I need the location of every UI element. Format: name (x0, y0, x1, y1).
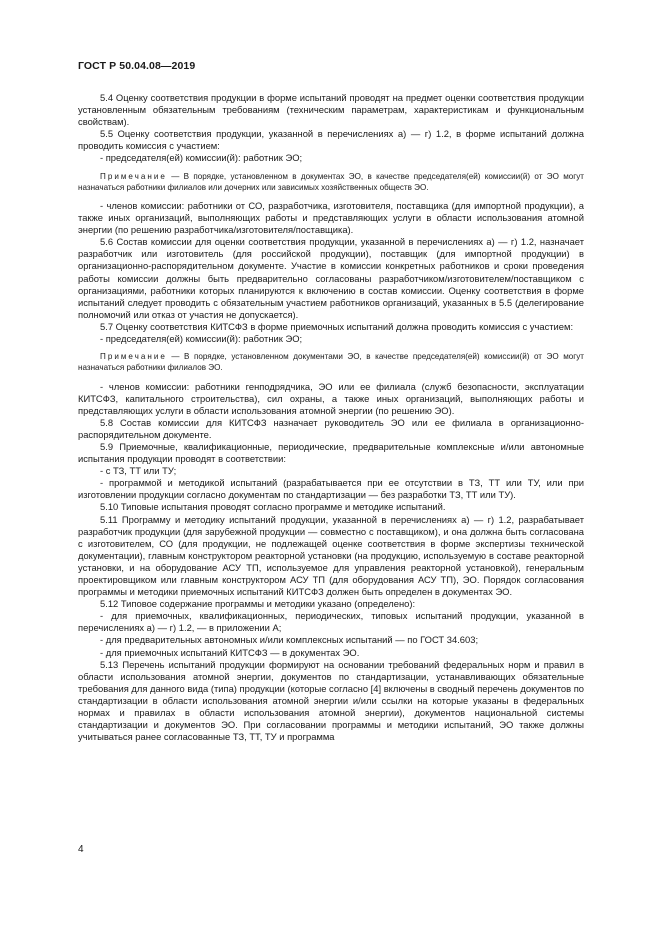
paragraph-5-8: 5.8 Состав комиссии для КИТСФЗ назначает руководитель ЭО или ее филиала в организационно-распорядительном документе. (78, 416, 584, 440)
paragraph-5-9: 5.9 Приемочные, квалификационные, периодические, предварительные комплексные и/или автономные испытания продукции проводят в соответствии: (78, 440, 584, 465)
note-text: — В порядке, установленном в документах ЭО, в качестве председателя(ей) комиссии(й) от ЭО могут назначаться работники филиалов или дочерних или зависимых хозяйственных обществ ЭО. (78, 171, 584, 192)
paragraph-5-7: 5.7 Оценку соответствия КИТСФЗ в форме приемочных испытаний должна проводить комиссия с участием: (100, 320, 574, 332)
list-item: - с ТЗ, ТТ или ТУ; (100, 465, 177, 477)
note-block (78, 351, 584, 373)
list-item: - для предварительных автономных и/или комплексных испытаний — по ГОСТ 34.603; (100, 634, 479, 646)
note-text: — В порядке, установленном документами ЭО, в качестве председателя(ей) комиссии(й) от ЭО могут назначаться работники филиалов ЭО. (78, 352, 584, 373)
list-item-chair: - председателя(ей) комиссии(й): работник ЭО; (100, 152, 303, 164)
paragraph-5-6: 5.6 Состав комиссии для оценки соответствия продукции, указанной в перечислениях а) — г) 1.2, назначает разработчик или изготовитель (для российской продукции), поставщик (для импортной продукции) в организационно-распорядительном документе. Участие в комиссии конкретных работников и сроки проведения работы комиссии должны быть предварительно согласованы разработчиком/изготовителем/поставщиком с организациями, работники которых планируются к включению в состав комиссии. Оценку соответствия в форме испытаний следует проводить с обязательным участием работников организаций, указанных в 5.5 (делегирование полномочий или отказ от участия не допускается). (78, 236, 584, 320)
list-item-members: - членов комиссии: работники генподрядчика, ЭО или ее филиала (служб безопасности, эксплуатации КИТСФЗ, капитального строительства), сил охраны, а также иных организаций, выполняющих работы и представляющих услуги в области использования атомной энергии (по решению ЭО). (78, 380, 584, 416)
paragraph-5-13: 5.13 Перечень испытаний продукции формируют на основании требований федеральных норм и правил в области использования атомной энергии, документов по стандартизации, устанавливающих обязательные требования для данного вида (типа) продукции (которые согласно [4] включены в сводный перечень документов по стандартизации в области использования атомной энергии и/или ссылки на которые указаны в федеральных нормах и правилах в области использования атомной энергии), документов национальной системы стандартизации и документов ЭО. При согласовании программы и методики испытаний, ЭО также должны учитываться ранее согласованные ТЗ, ТТ, ТУ и программа (78, 658, 584, 743)
paragraph-5-11: 5.11 Программу и методику испытаний продукции, указанной в перечислениях а) — г) 1.2, разрабатывает разработчик продукции (для зарубежной продукции — совместно с поставщиком), и она должна быть согласована с изготовителем, СО (для продукции, не подлежащей оценке соответствия в форме экспертизы технической документации), главным конструктором реакторной установки (на продукцию, используемую в составе реакторной установки, и на оборудование АСУ ТП, используемое для управления реакторной установкой), генеральным проектировщиком или главным конструктором АСУ ТП (для оборудования АСУ ТП), ЭО. Порядок согласования программы и методики приемочных испытаний КИТСФЗ должен быть определен в документах ЭО. (78, 513, 584, 598)
note-label: Примечание (100, 171, 167, 181)
note-label: Примечание (100, 352, 167, 362)
list-item: - для приемочных испытаний КИТСФЗ — в документах ЭО. (100, 646, 360, 658)
page-number: 4 (78, 844, 84, 855)
document-code-header: ГОСТ Р 50.04.08—2019 (78, 60, 196, 72)
paragraph-5-5: 5.5 Оценку соответствия продукции, указанной в перечислениях а) — г) 1.2, в форме испытаний должна проводить комиссия с участием: (78, 128, 584, 152)
paragraph-5-10: 5.10 Типовые испытания проводят согласно программе и методике испытаний. (100, 501, 446, 513)
list-item-members: - членов комиссии: работники от СО, разработчика, изготовителя, поставщика (для импортной продукции), а также иных организаций, выполняющих работы и представляющих услуги в области использования атомной энергии (по решению разработчика/изготовителя/поставщика). (78, 199, 584, 236)
list-item: - для приемочных, квалификационных, периодических, типовых испытаний продукции, указанной в перечислениях а) — г) 1.2, — в приложении А; (78, 610, 584, 634)
paragraph-5-12: 5.12 Типовое содержание программы и методики указано (определено): (100, 598, 416, 610)
paragraph-5-4: 5.4 Оценку соответствия продукции в форме испытаний проводят на предмет оценки соответствия продукции установленным обязательным требованиям (техническим параметрам, характеристикам и функциональным свойствам). (78, 92, 584, 128)
document-body (78, 92, 584, 743)
note-block (78, 171, 584, 193)
list-item: - программой и методикой испытаний (разрабатывается при ее отсутствии в ТЗ, ТТ или ТУ, или при изготовлении продукции согласно документам по стандартизации — без разработки ТЗ, ТТ или ТУ). (78, 477, 584, 501)
list-item-chair: - председателя(ей) комиссии(й): работник ЭО; (100, 333, 303, 344)
